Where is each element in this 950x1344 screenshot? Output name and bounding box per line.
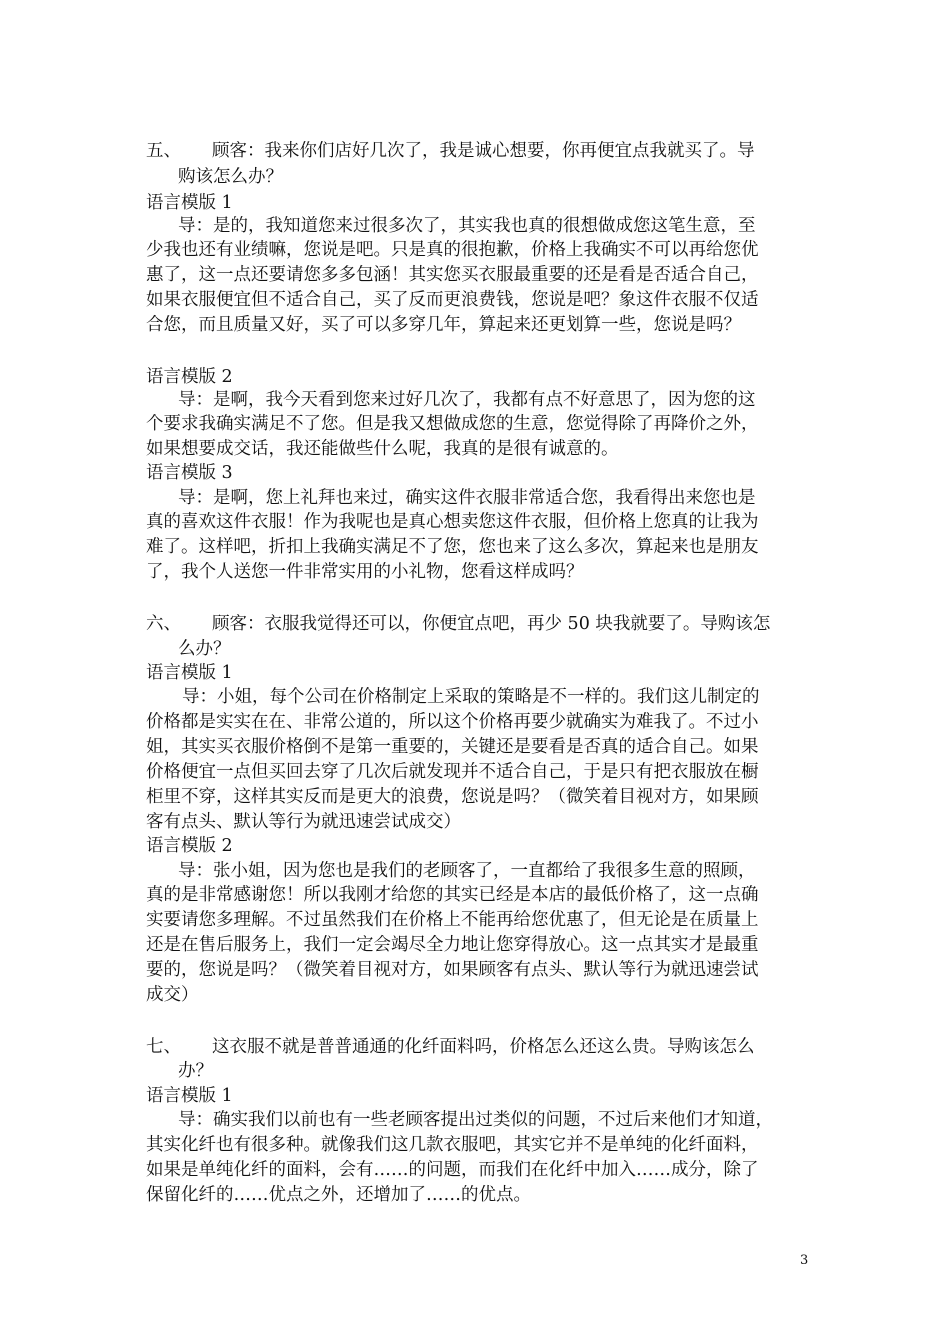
section-heading: 顾客：衣服我觉得还可以，你便宜点吧，再少 50 块我就要了。导购该怎 (212, 614, 771, 634)
paragraph-line: 如果衣服便宜但不适合自己，买了反而更浪费钱，您说是吧？象这件衣服不仅适 (146, 290, 759, 310)
section-number: 六、 (146, 614, 181, 634)
section-heading: 购该怎么办？ (178, 167, 283, 187)
paragraph-line: 保留化纤的……优点之外，还增加了……的优点。 (146, 1185, 531, 1205)
paragraph-line: 真的喜欢这件衣服！作为我呢也是真心想卖您这件衣服，但价格上您真的让我为 (146, 512, 759, 532)
paragraph-line: 成交） (146, 985, 199, 1005)
template-title: 语言模版 1 (146, 193, 233, 213)
paragraph-line: 还是在售后服务上，我们一定会竭尽全力地让您穿得放心。这一点其实才是最重 (146, 935, 759, 955)
paragraph-line: 个要求我确实满足不了您。但是我又想做成您的生意，您觉得除了再降价之外， (146, 414, 759, 434)
paragraph-line: 要的，您说是吗？（微笑着目视对方，如果顾客有点头、默认等行为就迅速尝试 (146, 960, 759, 980)
paragraph-line: 真的是非常感谢您！所以我刚才给您的其实已经是本店的最低价格了，这一点确 (146, 885, 759, 905)
template-title: 语言模版 3 (146, 463, 233, 483)
paragraph-line: 导：小姐，每个公司在价格制定上采取的策略是不一样的。我们这儿制定的 (182, 687, 760, 707)
paragraph-line: 其实化纤也有很多种。就像我们这几款衣服吧，其实它并不是单纯的化纤面料， (146, 1135, 759, 1155)
paragraph-line: 导：张小姐，因为您也是我们的老顾客了，一直都给了我很多生意的照顾， (178, 861, 756, 881)
paragraph-line: 惠了，这一点还要请您多多包涵！其实您买衣服最重要的还是看是否适合自己， (146, 265, 759, 285)
paragraph-line: 导：是啊，您上礼拜也来过，确实这件衣服非常适合您，我看得出来您也是 (178, 488, 756, 508)
paragraph-line: 姐，其实买衣服价格倒不是第一重要的，关键还是要看是否真的适合自己。如果 (146, 737, 759, 757)
paragraph-line: 实要请您多理解。不过虽然我们在价格上不能再给您优惠了，但无论是在质量上 (146, 910, 759, 930)
section-number: 七、 (146, 1037, 181, 1057)
section-heading: 办？ (178, 1061, 213, 1081)
section-heading: 么办？ (178, 639, 231, 659)
paragraph-line: 如果是单纯化纤的面料，会有……的问题，而我们在化纤中加入……成分，除了 (146, 1160, 759, 1180)
paragraph-line: 如果想要成交话，我还能做些什么呢，我真的是很有诚意的。 (146, 439, 619, 459)
section-heading: 顾客：我来你们店好几次了，我是诚心想要，你再便宜点我就买了。导 (212, 141, 755, 161)
paragraph-line: 价格都是实实在在、非常公道的，所以这个价格再要少就确实为难我了。不过小 (146, 712, 759, 732)
section-number: 五、 (146, 141, 181, 161)
paragraph-line: 合您，而且质量又好，买了可以多穿几年，算起来还更划算一些，您说是吗？ (146, 315, 741, 335)
template-title: 语言模版 1 (146, 663, 233, 683)
paragraph-line: 难了。这样吧，折扣上我确实满足不了您，您也来了这么多次，算起来也是朋友 (146, 537, 759, 557)
paragraph-line: 导：确实我们以前也有一些老顾客提出过类似的问题，不过后来他们才知道， (178, 1110, 773, 1130)
page-number: 3 (800, 1253, 809, 1268)
template-title: 语言模版 2 (146, 367, 233, 387)
template-title: 语言模版 2 (146, 836, 233, 856)
paragraph-line: 价格便宜一点但买回去穿了几次后就发现并不适合自己，于是只有把衣服放在橱 (146, 762, 759, 782)
paragraph-line: 导：是的，我知道您来过很多次了，其实我也真的很想做成您这笔生意，至 (178, 216, 756, 236)
section-heading: 这衣服不就是普普通通的化纤面料吗，价格怎么还这么贵。导购该怎么 (212, 1037, 755, 1057)
paragraph-line: 柜里不穿，这样其实反而是更大的浪费，您说是吗？（微笑着目视对方，如果顾 (146, 787, 759, 807)
paragraph-line: 了，我个人送您一件非常实用的小礼物，您看这样成吗？ (146, 562, 584, 582)
paragraph-line: 客有点头、默认等行为就迅速尝试成交） (146, 812, 461, 832)
template-title: 语言模版 1 (146, 1086, 233, 1106)
paragraph-line: 少我也还有业绩嘛，您说是吧。只是真的很抱歉，价格上我确实不可以再给您优 (146, 240, 759, 260)
paragraph-line: 导：是啊，我今天看到您来过好几次了，我都有点不好意思了，因为您的这 (178, 390, 756, 410)
